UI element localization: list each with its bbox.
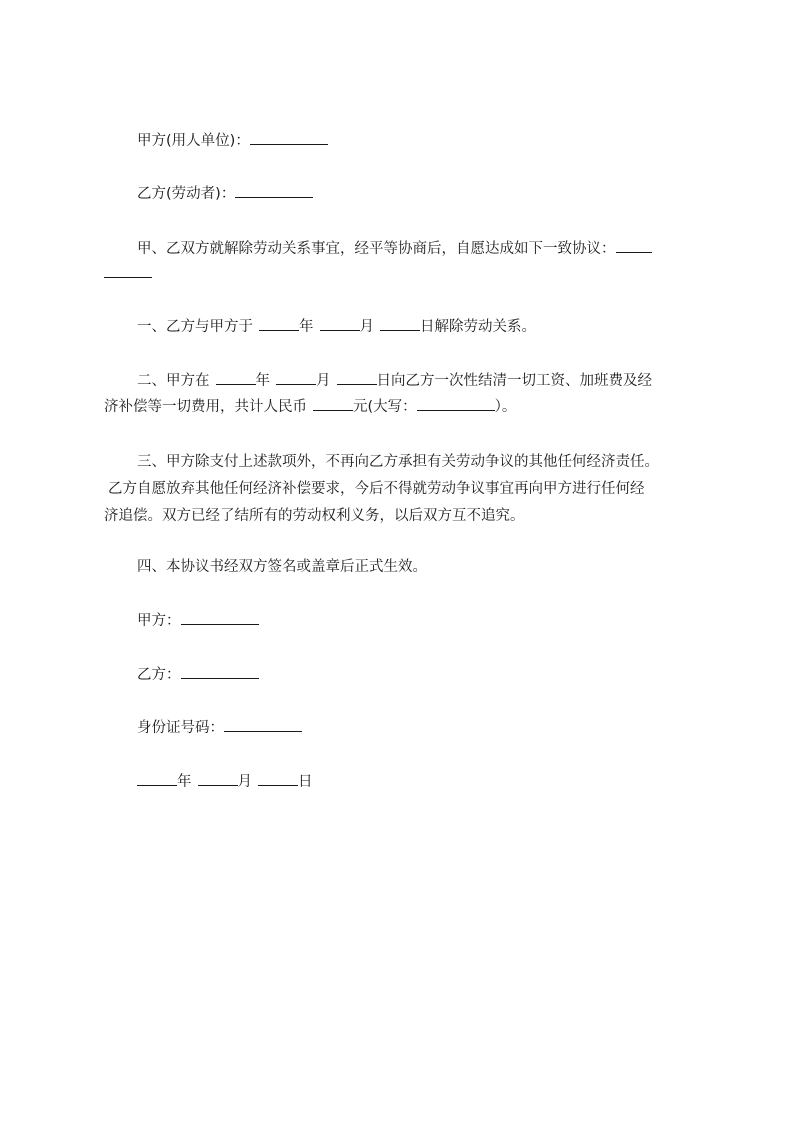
clause-2-month-blank[interactable] xyxy=(276,371,316,385)
clause-1 xyxy=(0,317,793,337)
signature-id-blank[interactable] xyxy=(224,718,302,732)
clause-3-line-1 xyxy=(0,452,793,472)
clause-2-close: ）。 xyxy=(494,399,517,415)
clause-2-yuan: 元(大写： xyxy=(353,399,417,415)
party-a-label: 甲方(用人单位)： xyxy=(137,133,250,149)
signature-date xyxy=(0,772,793,792)
signature-party-a xyxy=(0,611,793,631)
intro-text: 甲、乙双方就解除劳动关系事宜，经平等协商后，自愿达成如下一致协议： xyxy=(137,241,616,257)
signature-id xyxy=(0,718,793,738)
intro-line-2 xyxy=(0,264,793,284)
intro-line-1 xyxy=(0,239,793,259)
clause-2-line2-prefix: 济补偿等一切费用，共计人民币 xyxy=(104,399,307,415)
clause-2-rest: 日向乙方一次性结清一切工资、加班费及经 xyxy=(376,373,652,389)
signature-day-blank[interactable] xyxy=(258,772,298,786)
clause-3-text-3: 济追偿。双方已经了结所有的劳动权利义务，以后双方互不追究。 xyxy=(104,508,525,524)
party-b-header xyxy=(0,184,793,204)
clause-1-suffix: 日解除劳动关系。 xyxy=(420,319,536,335)
clause-2-line-2 xyxy=(0,397,793,417)
clause-1-year: 年 xyxy=(299,319,314,335)
signature-month: 月 xyxy=(237,774,252,790)
clause-2-amount-blank[interactable] xyxy=(313,397,353,411)
clause-2-prefix: 二、甲方在 xyxy=(137,373,210,389)
signature-year-blank[interactable] xyxy=(137,772,177,786)
clause-1-year-blank[interactable] xyxy=(259,317,299,331)
signature-party-b-blank[interactable] xyxy=(181,665,259,679)
party-a-blank[interactable] xyxy=(250,131,328,145)
party-a-header xyxy=(0,131,793,151)
clause-1-month: 月 xyxy=(359,319,374,335)
clause-2-uppercase-blank[interactable] xyxy=(417,397,495,411)
intro-blank-2[interactable] xyxy=(104,264,152,278)
clause-3-text-2: 乙方自愿放弃其他任何经济补偿要求，今后不得就劳动争议事宜再向甲方进行任何经 xyxy=(108,481,645,497)
clause-1-month-blank[interactable] xyxy=(320,317,360,331)
clause-2-year: 年 xyxy=(255,373,270,389)
clause-2-year-blank[interactable] xyxy=(216,371,256,385)
signature-month-blank[interactable] xyxy=(198,772,238,786)
signature-party-b-label: 乙方： xyxy=(137,667,181,683)
signature-id-label: 身份证号码： xyxy=(137,720,224,736)
clause-2-month: 月 xyxy=(316,373,331,389)
clause-1-prefix: 一、乙方与甲方于 xyxy=(137,319,253,335)
clause-2-day-blank[interactable] xyxy=(337,371,377,385)
party-b-label: 乙方(劳动者)： xyxy=(137,186,236,202)
clause-3-line-3 xyxy=(0,506,793,526)
signature-year: 年 xyxy=(177,774,192,790)
clause-3-line-2 xyxy=(0,479,793,499)
signature-day: 日 xyxy=(298,774,313,790)
party-b-blank[interactable] xyxy=(235,184,313,198)
intro-blank-1[interactable] xyxy=(616,239,652,253)
clause-4-text: 四、本协议书经双方签名或盖章后正式生效。 xyxy=(137,559,427,575)
clause-4 xyxy=(0,557,793,577)
clause-1-day-blank[interactable] xyxy=(380,317,420,331)
clause-2-line-1 xyxy=(0,371,793,391)
signature-party-a-label: 甲方： xyxy=(137,613,181,629)
signature-party-a-blank[interactable] xyxy=(181,611,259,625)
signature-party-b xyxy=(0,665,793,685)
clause-3-text-1: 三、甲方除支付上述款项外，不再向乙方承担有关劳动争议的其他任何经济责任。 xyxy=(137,454,659,470)
